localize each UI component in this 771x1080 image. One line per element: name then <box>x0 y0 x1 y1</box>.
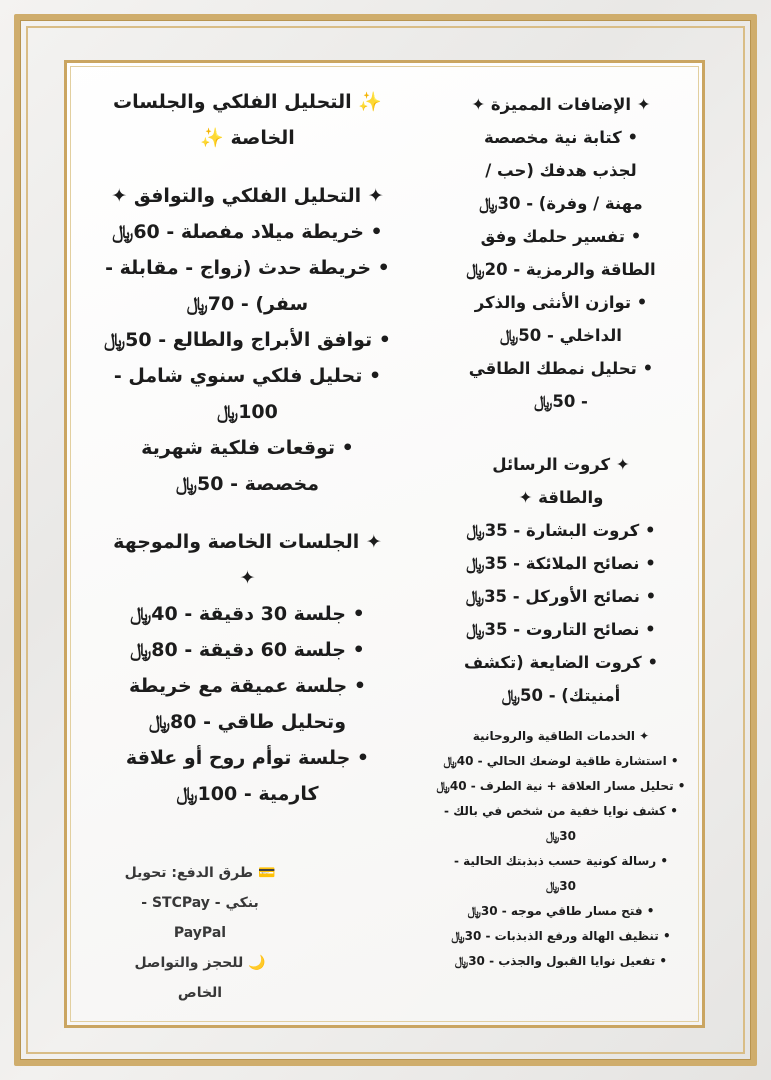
contact-line: الخاص <box>177 985 223 1001</box>
list-item: كارمية - 100﷼ <box>176 783 319 805</box>
list-item: 100﷼ <box>217 401 278 423</box>
list-item: • فتح مسار طاقي موجه - 30﷼ <box>467 904 655 918</box>
list-item: وتحليل طاقي - 80﷼ <box>148 711 347 733</box>
section-heading: ✦ الجلسات الخاصة والموجهة <box>113 531 382 553</box>
payment-line: 💳 طرق الدفع: تحويل <box>124 865 276 881</box>
list-item: • كتابة نية مخصصة <box>483 128 639 147</box>
list-item: • جلسة عميقة مع خريطة <box>129 675 366 697</box>
list-item: • تحليل مسار العلاقة + نية الطرف - 40﷼ <box>436 779 686 793</box>
list-item: • نصائح الملائكة - 35﷼ <box>466 554 656 573</box>
section-heading: ✦ الخدمات الطاقية والروحانية <box>472 729 650 743</box>
cards-section <box>416 448 706 712</box>
extras-section <box>416 88 706 418</box>
title-line: الخاصة ✨ <box>200 127 295 149</box>
list-item: مخصصة - 50﷼ <box>175 473 320 495</box>
section-heading: ✦ الإضافات المميزة ✦ <box>471 95 651 114</box>
contact-line: 🌙 للحجز والتواصل <box>134 955 266 971</box>
astrology-section <box>100 178 395 502</box>
payment-line: PayPal <box>173 925 227 941</box>
list-item: - 50﷼ <box>534 392 588 411</box>
list-item: لجذب هدفك (حب / <box>485 161 637 180</box>
title-line: ✨ التحليل الفلكي والجلسات <box>113 91 382 113</box>
right-column <box>416 88 706 974</box>
list-item: • استشارة طاقية لوضعك الحالي - 40﷼ <box>443 754 679 768</box>
list-item: • جلسة توأم روح أو علاقة <box>125 747 370 769</box>
section-heading: ✦ التحليل الفلكي والتوافق ✦ <box>111 185 384 207</box>
list-item: 30﷼ <box>546 829 576 843</box>
list-item: • تفسير حلمك وفق <box>480 227 642 246</box>
section-heading: ✦ <box>239 567 256 589</box>
payment-info <box>100 858 300 1008</box>
list-item: • توازن الأنثى والذكر <box>474 293 648 312</box>
list-item: • توافق الأبراج والطالع - 50﷼ <box>104 329 391 351</box>
list-item: • تنظيف الهالة ورفع الذبذبات - 30﷼ <box>451 929 671 943</box>
list-item: • كروت البشارة - 35﷼ <box>466 521 656 540</box>
list-item: الطاقة والرمزية - 20﷼ <box>466 260 656 279</box>
list-item: • جلسة 60 دقيقة - 80﷼ <box>130 639 365 661</box>
list-item: • تفعيل نوايا القبول والجذب - 30﷼ <box>454 954 668 968</box>
list-item: • خريطة حدث (زواج - مقابلة - <box>105 257 390 279</box>
list-item: مهنة / وفرة) - 30﷼ <box>479 194 643 213</box>
list-item: • جلسة 30 دقيقة - 40﷼ <box>130 603 365 625</box>
list-item: • كشف نوايا خفية من شخص في بالك - <box>444 804 678 818</box>
left-column <box>100 84 395 812</box>
list-item: أمنيتك) - 50﷼ <box>501 686 621 705</box>
list-item: • كروت الضايعة (تكشف <box>463 653 659 672</box>
list-item: سفر) - 70﷼ <box>186 293 309 315</box>
list-item: • نصائح التاروت - 35﷼ <box>466 620 656 639</box>
list-item: • رسالة كونية حسب ذبذبتك الحالية - <box>453 854 669 868</box>
list-item: • تحليل فلكي سنوي شامل - <box>113 365 382 387</box>
list-item: • نصائح الأوركل - 35﷼ <box>465 587 657 606</box>
list-item: الداخلي - 50﷼ <box>500 326 622 345</box>
list-item: • توقعات فلكية شهرية <box>141 437 354 459</box>
list-item: 30﷼ <box>546 879 576 893</box>
list-item: • تحليل نمطك الطاقي <box>468 359 654 378</box>
left-title <box>100 84 395 156</box>
sessions-section <box>100 524 395 812</box>
payment-line: بنكي - STCPay - <box>141 895 259 911</box>
section-heading: ✦ كروت الرسائل <box>492 455 630 474</box>
energy-services-section <box>416 724 706 974</box>
list-item: • خريطة ميلاد مفصلة - 60﷼ <box>112 221 383 243</box>
section-heading: والطاقة ✦ <box>518 488 604 507</box>
